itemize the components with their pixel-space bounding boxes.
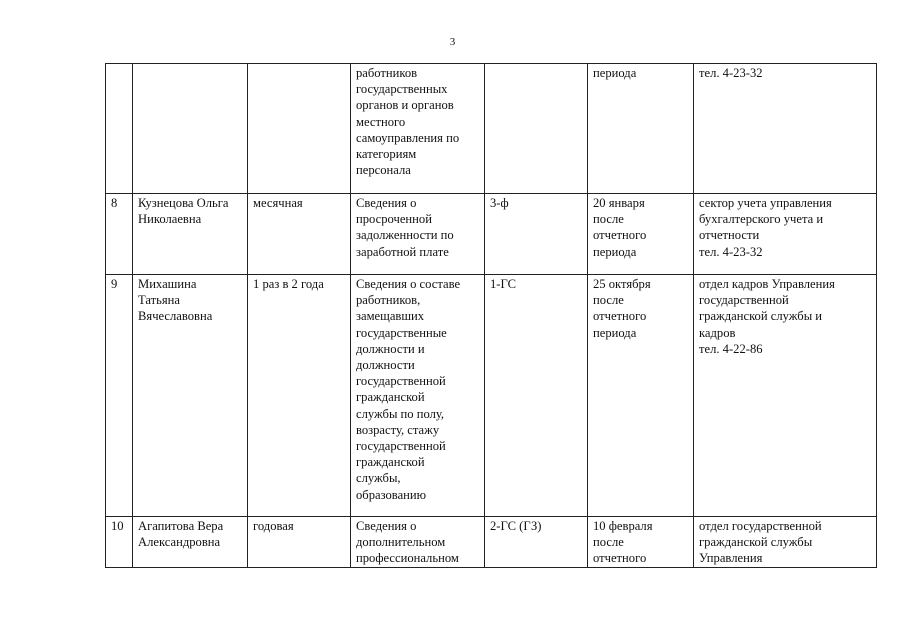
contact-info: тел. 4-23-32 (694, 64, 877, 194)
form-code: 1-ГС (485, 275, 588, 517)
periodicity: месячная (248, 194, 351, 275)
row-number: 10 (106, 517, 133, 568)
table-row (106, 64, 877, 194)
reporting-table (105, 63, 877, 568)
responsible-name (133, 64, 248, 194)
form-code: 3-ф (485, 194, 588, 275)
table-row (106, 194, 877, 275)
contact-info: сектор учета управления бухгалтерского учета и отчетности тел. 4-23-32 (694, 194, 877, 275)
deadline: периода (588, 64, 694, 194)
row-number: 8 (106, 194, 133, 275)
report-description: Сведения о составе работников, замещавших государственные должности и должности государственной гражданской службы по полу, возрасту, стажу государственной гражданской службы, образованию (351, 275, 485, 517)
table-row (106, 517, 877, 568)
deadline: 10 февраля после отчетного (588, 517, 694, 568)
responsible-name: Кузнецова Ольга Николаевна (133, 194, 248, 275)
table-row (106, 275, 877, 517)
responsible-name: Агапитова Вера Александровна (133, 517, 248, 568)
contact-info: отдел государственной гражданской службы Управления (694, 517, 877, 568)
periodicity: годовая (248, 517, 351, 568)
responsible-name: Михашина Татьяна Вячеславовна (133, 275, 248, 517)
contact-info: отдел кадров Управления государственной гражданской службы и кадров тел. 4-22-86 (694, 275, 877, 517)
form-code: 2-ГС (ГЗ) (485, 517, 588, 568)
report-description: Сведения о дополнительном профессиональном (351, 517, 485, 568)
form-code (485, 64, 588, 194)
periodicity: 1 раз в 2 года (248, 275, 351, 517)
deadline: 20 января после отчетного периода (588, 194, 694, 275)
deadline: 25 октября после отчетного периода (588, 275, 694, 517)
periodicity (248, 64, 351, 194)
row-number: 9 (106, 275, 133, 517)
report-description: Сведения о просроченной задолженности по заработной плате (351, 194, 485, 275)
report-description: работников государственных органов и органов местного самоуправления по категориям персонала (351, 64, 485, 194)
page-number: 3 (449, 36, 456, 48)
row-number (106, 64, 133, 194)
